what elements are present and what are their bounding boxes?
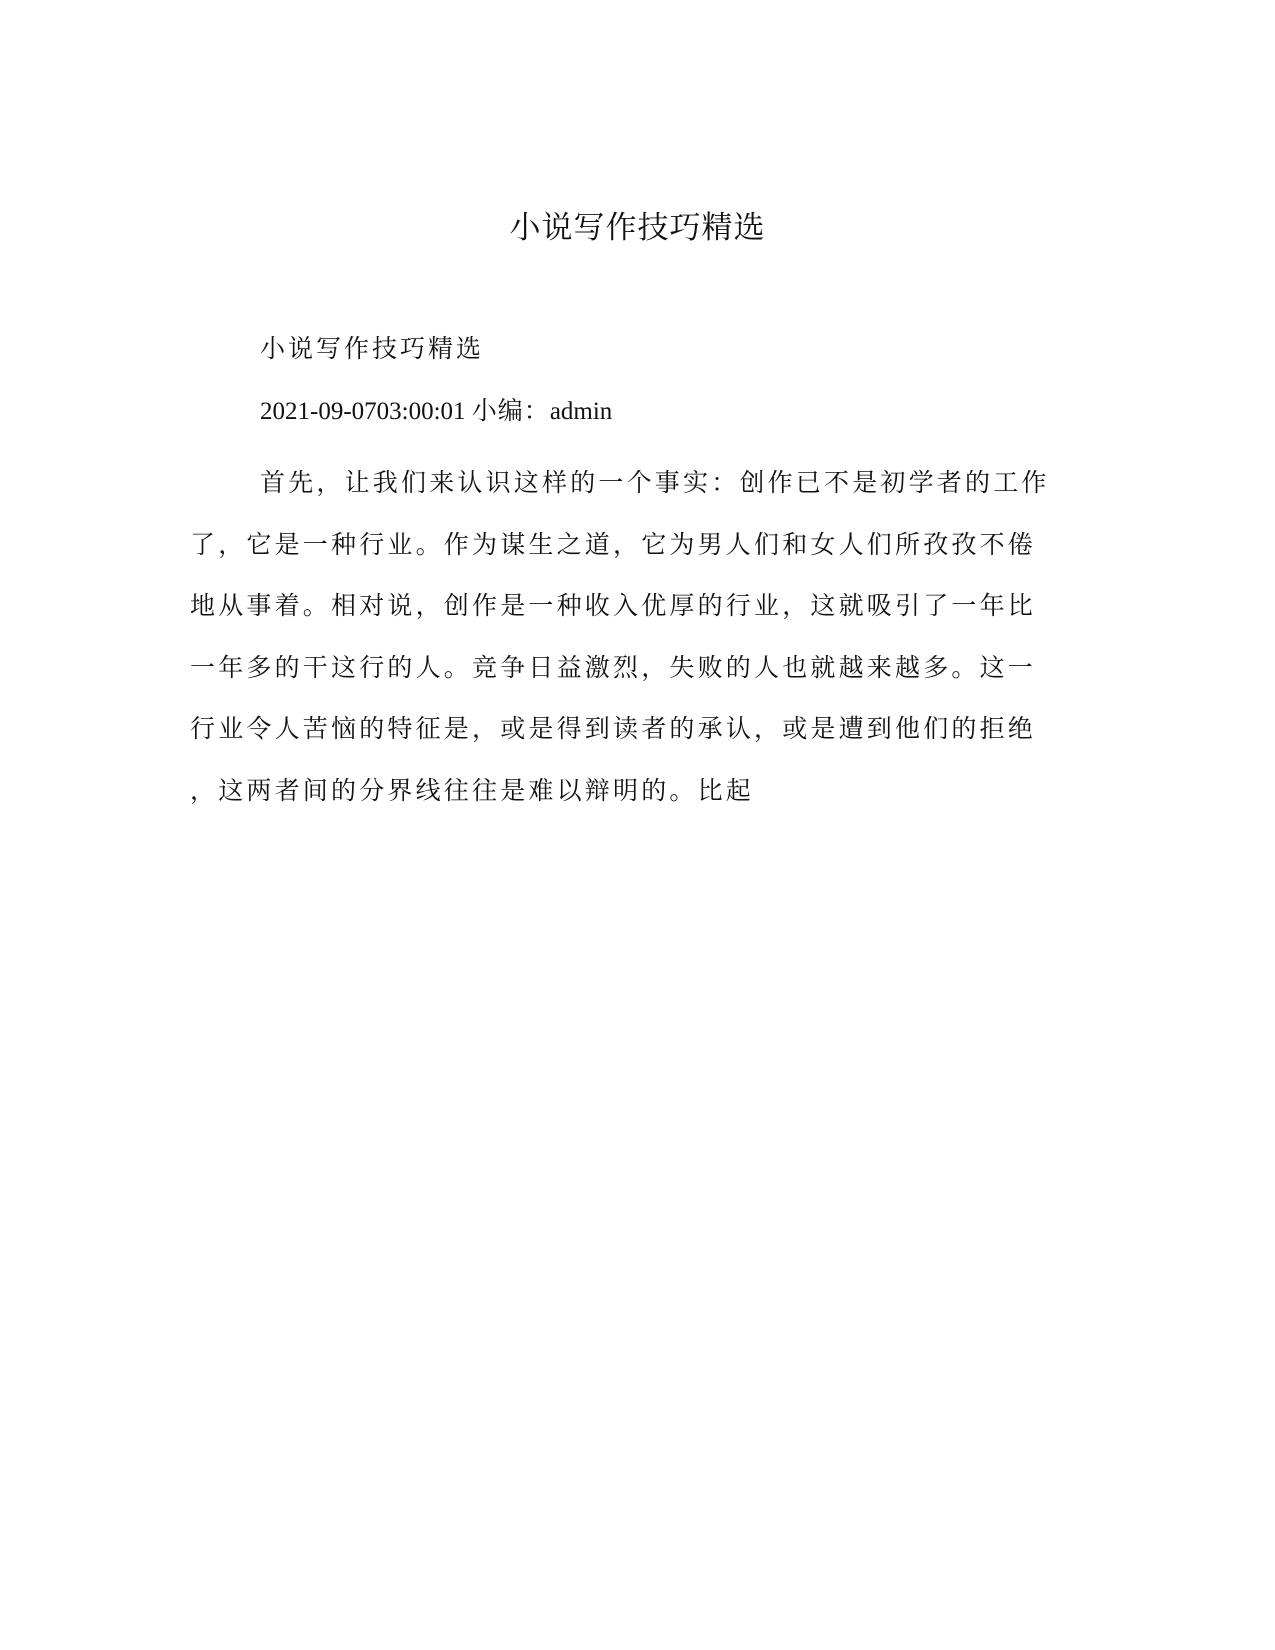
- body-line: 行业令人苦恼的特征是，或是得到读者的承认，或是遭到他们的拒绝: [190, 714, 1037, 743]
- body-line: 一年多的干这行的人。竞争日益激烈，失败的人也就越来越多。这一: [190, 652, 1037, 682]
- body-line: 了，它是一种行业。作为谋生之道，它为男人们和女人们所孜孜不倦: [190, 529, 1037, 559]
- body-line: 地从事着。相对说，创作是一种收入优厚的行业，这就吸引了一年比: [190, 591, 1037, 620]
- body-line: 首先，让我们来认识这样的一个事实：创作已不是初学者的工作: [260, 468, 1050, 497]
- publish-datetime: 2021-09-0703:00:01: [260, 398, 466, 425]
- document-meta: [260, 394, 612, 429]
- body-paragraph: [190, 452, 1070, 821]
- editor-name: admin: [549, 398, 613, 425]
- editor-label: 小编：: [471, 396, 550, 425]
- body-line: ，这两者间的分界线往往是难以辩明的。比起: [190, 775, 755, 805]
- document-subtitle: 小说写作技巧精选: [260, 334, 485, 363]
- document-title: 小说写作技巧精选: [509, 210, 766, 246]
